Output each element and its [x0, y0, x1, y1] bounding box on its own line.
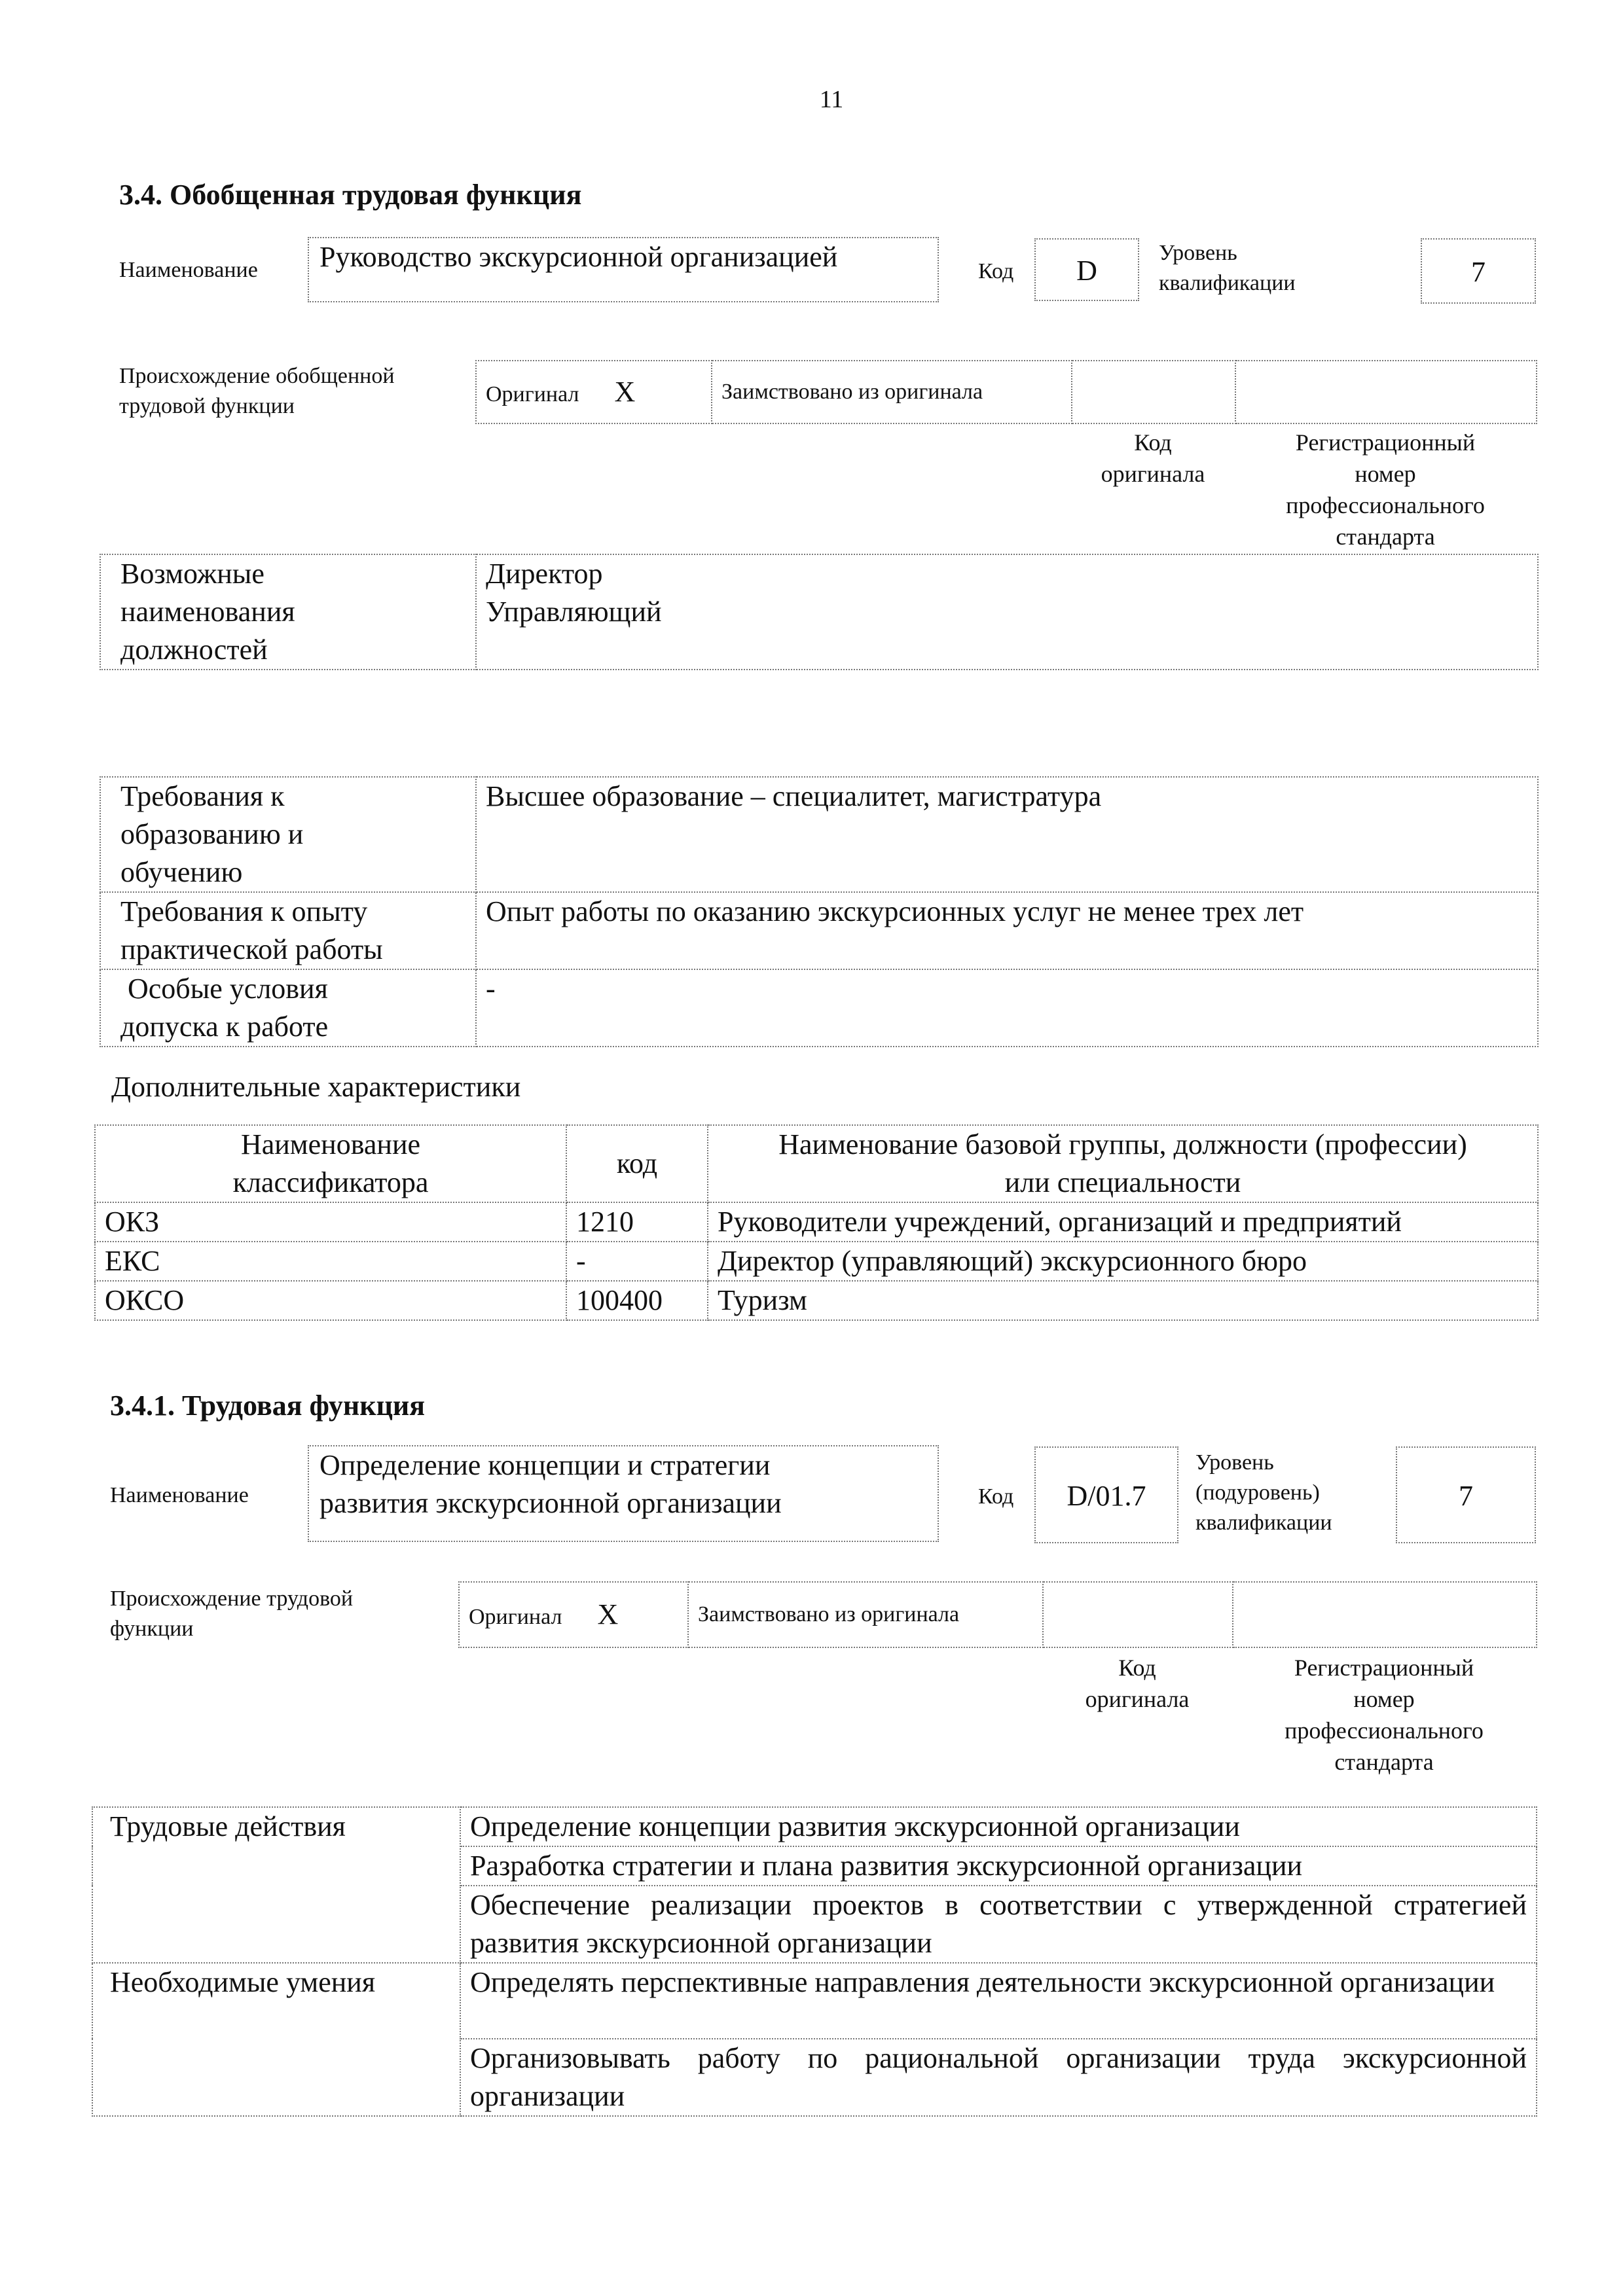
name-value-line: развития экскурсионной организации: [319, 1487, 782, 1519]
header-line: или специальности: [1004, 1166, 1241, 1198]
positions-label-line: Возможные: [120, 558, 264, 590]
origin-label: [110, 1584, 353, 1644]
caption-line: профессионального: [1285, 1717, 1484, 1744]
requirement-label: [100, 892, 476, 969]
position-item: Управляющий: [486, 596, 662, 628]
action-item: Обеспечение реализации проектов в соответствии с утвержденной стратегией развития экскурсионной организации: [460, 1886, 1537, 1963]
page-number: 11: [819, 86, 844, 113]
code-label: Код: [978, 259, 1014, 283]
origin-table: [458, 1581, 1537, 1648]
original-code-cell: [1043, 1582, 1233, 1647]
caption-line: Регистрационный: [1294, 1655, 1474, 1681]
registration-number-caption: [1232, 1652, 1536, 1778]
classifier-name: ЕКС: [95, 1242, 566, 1281]
level-label-line: квалификации: [1195, 1511, 1332, 1535]
header-line: Наименование: [240, 1128, 421, 1160]
caption-line: Код: [1118, 1655, 1156, 1681]
positions-label-line: должностей: [120, 634, 268, 666]
requirement-label-line: практической работы: [120, 933, 383, 965]
origin-label-line: трудовой функции: [119, 394, 295, 418]
classifier-desc: Руководители учреждений, организаций и предприятий: [708, 1202, 1538, 1242]
classifier-table: [94, 1124, 1539, 1321]
code-label: Код: [978, 1484, 1014, 1509]
classifier-code: -: [566, 1242, 708, 1281]
subsection-title: 3.4.1. Трудовая функция: [110, 1390, 426, 1422]
actions-label: Трудовые действия: [92, 1807, 460, 1963]
requirement-label-line: Требования к: [120, 780, 285, 812]
origin-label-line: Происхождение трудовой: [110, 1587, 354, 1611]
skills-label: Необходимые умения: [92, 1963, 460, 2116]
positions-table: [100, 554, 1539, 670]
header-line: классификатора: [232, 1166, 429, 1198]
caption-line: оригинала: [1085, 1686, 1190, 1712]
positions-label: [100, 554, 476, 670]
caption-line: профессионального: [1286, 492, 1485, 518]
original-mark: X: [597, 1598, 619, 1630]
level-value: 7: [1421, 238, 1536, 304]
original-label: Оригинал: [469, 1605, 562, 1629]
requirement-label-line: Особые условия: [120, 973, 328, 1005]
actions-skills-table: [92, 1806, 1537, 2117]
caption-line: стандарта: [1334, 1749, 1434, 1775]
requirement-label-line: допуска к работе: [120, 1011, 329, 1043]
additional-title: Дополнительные характеристики: [111, 1071, 521, 1103]
name-value: Руководство экскурсионной организацией: [308, 237, 939, 302]
origin-label: [119, 361, 395, 422]
level-label: [1195, 1448, 1332, 1538]
name-label: Наименование: [110, 1483, 249, 1507]
level-label-line: (подуровень): [1195, 1480, 1320, 1505]
classifier-header-desc: [708, 1125, 1538, 1202]
classifier-code: 100400: [566, 1281, 708, 1320]
position-item: Директор: [486, 558, 603, 590]
code-value: D/01.7: [1034, 1446, 1178, 1543]
requirement-label-line: образованию и: [120, 818, 304, 850]
name-label: Наименование: [119, 258, 258, 282]
requirement-label-line: обучению: [120, 856, 243, 888]
origin-label-line: функции: [110, 1617, 194, 1641]
caption-line: номер: [1355, 461, 1416, 487]
caption-line: номер: [1353, 1686, 1415, 1712]
original-code-caption: [1042, 1652, 1232, 1715]
table-row: [95, 1242, 1538, 1281]
requirement-value: -: [476, 969, 1538, 1047]
level-label-line: Уровень: [1195, 1450, 1274, 1475]
original-cell: [476, 361, 712, 423]
name-value-line: Определение концепции и стратегии: [319, 1449, 771, 1481]
classifier-name: ОКСО: [95, 1281, 566, 1320]
skill-item: Организовывать работу по рациональной организации труда экскурсионной организации: [460, 2039, 1537, 2116]
table-row: [95, 1202, 1538, 1242]
classifier-desc: Директор (управляющий) экскурсионного бюро: [708, 1242, 1538, 1281]
section-title: 3.4. Обобщенная трудовая функция: [119, 179, 582, 211]
action-item: Разработка стратегии и плана развития экскурсионной организации: [460, 1846, 1537, 1886]
level-value: 7: [1396, 1446, 1536, 1543]
classifier-code: 1210: [566, 1202, 708, 1242]
classifier-desc: Туризм: [708, 1281, 1538, 1320]
table-row: [95, 1281, 1538, 1320]
code-value: D: [1034, 238, 1139, 301]
header-line: Наименование базовой группы, должности (профессии): [778, 1128, 1467, 1160]
borrowed-label: Заимствовано из оригинала: [712, 361, 1072, 423]
original-mark: X: [614, 376, 636, 408]
action-item: Определение концепции развития экскурсионной организации: [460, 1807, 1537, 1846]
caption-line: стандарта: [1336, 524, 1435, 550]
original-code-caption: [1071, 427, 1235, 490]
registration-number-cell: [1235, 361, 1537, 423]
skill-item: Определять перспективные направления деятельности экскурсионной организации: [460, 1963, 1537, 2039]
level-label-line: Уровень: [1159, 241, 1237, 265]
registration-number-caption: [1235, 427, 1536, 552]
caption-line: оригинала: [1101, 461, 1205, 487]
registration-number-cell: [1233, 1582, 1537, 1647]
classifier-header-code: код: [566, 1125, 708, 1202]
level-label-line: квалификации: [1159, 271, 1296, 295]
original-code-cell: [1072, 361, 1235, 423]
classifier-header-name: [95, 1125, 566, 1202]
origin-table: [475, 360, 1537, 424]
requirements-table: [100, 776, 1539, 1047]
borrowed-label: Заимствовано из оригинала: [688, 1582, 1043, 1647]
name-value: [308, 1445, 939, 1542]
origin-label-line: Происхождение обобщенной: [119, 364, 395, 388]
requirement-value: Опыт работы по оказанию экскурсионных услуг не менее трех лет: [476, 892, 1538, 969]
requirement-label: [100, 969, 476, 1047]
caption-line: Код: [1134, 429, 1172, 456]
original-label: Оригинал: [486, 382, 579, 406]
original-cell: [459, 1582, 688, 1647]
requirement-value: Высшее образование – специалитет, магистратура: [476, 777, 1538, 892]
requirement-label: [100, 777, 476, 892]
caption-line: Регистрационный: [1295, 429, 1476, 456]
positions-list: [476, 554, 1538, 670]
classifier-name: ОКЗ: [95, 1202, 566, 1242]
requirement-label-line: Требования к опыту: [120, 895, 368, 927]
positions-label-line: наименования: [120, 596, 295, 628]
level-label: [1159, 238, 1296, 298]
